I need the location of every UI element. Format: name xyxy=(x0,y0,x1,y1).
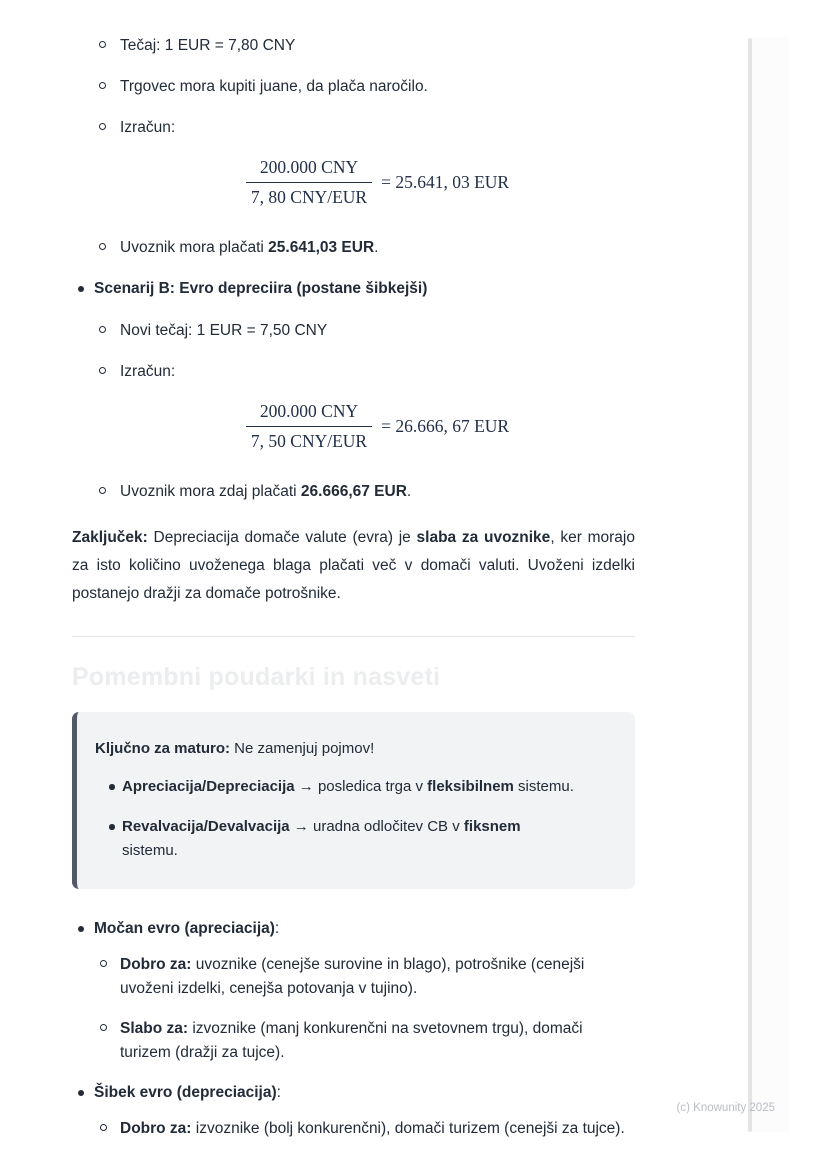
tip-title xyxy=(94,920,279,937)
term-text: sistemu. xyxy=(513,778,574,796)
fraction xyxy=(246,401,372,452)
scenario-b-pay-list xyxy=(72,480,635,504)
conclusion-text: Depreciacija domače valute (evra) je xyxy=(147,529,417,547)
scrollbar-thumb[interactable] xyxy=(748,38,752,1132)
list-item xyxy=(120,34,635,58)
fraction xyxy=(246,157,372,208)
copyright-footer: (c) Knowunity 2025 xyxy=(676,1102,775,1114)
scenario-a-list xyxy=(72,34,635,140)
pay-amount: 26.666,67 EUR xyxy=(300,483,407,501)
term-bold: fleksibilnem xyxy=(427,778,514,796)
term-bold: Revalvacija/Devalvacija xyxy=(122,818,290,836)
list-item-text: Izračun: xyxy=(120,363,176,381)
pay-text: Uvoznik mora plačati xyxy=(120,239,269,257)
list-item xyxy=(94,917,635,1065)
fraction-numerator: 200.000 CNY xyxy=(246,401,372,427)
pay-amount: 25.641,03 EUR xyxy=(268,239,375,257)
tips-list xyxy=(72,917,635,1141)
callout-list xyxy=(95,775,623,862)
conclusion-paragraph xyxy=(72,524,635,608)
tip-title xyxy=(94,1084,281,1101)
tip-sublist xyxy=(94,1117,635,1141)
scrollbar-track[interactable] xyxy=(752,38,789,1132)
list-item xyxy=(94,277,635,301)
tip-title-bold: Močan evro (apreciacija) xyxy=(94,919,275,937)
term-bold: Apreciacija/Depreciacija xyxy=(122,778,295,796)
list-item xyxy=(120,360,635,384)
tip-title-colon: : xyxy=(274,919,280,937)
tip-text: uvoznike (cenejše surovine in blago), potrošnike (cenejši uvoženi izdelki, cenejša potovanja v tujino). xyxy=(120,955,585,997)
scenario-b-list xyxy=(72,277,635,301)
list-item xyxy=(122,775,623,798)
scenario-b-sublist xyxy=(72,319,635,384)
formula-result: = 26.666, 67 EUR xyxy=(381,416,510,437)
callout-title xyxy=(95,737,623,760)
conclusion-emphasis: slaba za uvoznike xyxy=(416,529,551,547)
scenario-a-pay-list xyxy=(72,236,635,260)
term-bold: fiksnem xyxy=(463,818,521,836)
tip-title-colon: : xyxy=(276,1083,281,1101)
list-item xyxy=(120,116,635,140)
list-item xyxy=(120,953,635,1001)
term-text: → posledica trga v xyxy=(294,778,428,796)
term-text: sistemu. xyxy=(122,841,178,859)
conclusion-label: Zaključek: xyxy=(72,529,148,547)
list-item xyxy=(122,815,623,862)
section-heading: Pomembni poudarki in nasveti xyxy=(72,662,441,691)
tip-bold: Slabo za: xyxy=(120,1019,189,1037)
fraction-denominator: 7, 50 CNY/EUR xyxy=(250,431,368,452)
list-item xyxy=(120,75,635,99)
pay-period: . xyxy=(374,239,379,257)
exam-tip-callout xyxy=(72,712,635,889)
list-item xyxy=(94,1081,635,1141)
list-item xyxy=(120,319,635,343)
list-item xyxy=(120,236,635,260)
formula-scenario-a xyxy=(120,157,635,208)
list-item-text: Trgovec mora kupiti juane, da plača naročilo. xyxy=(120,78,428,96)
tip-bold: Dobro za: xyxy=(120,955,192,973)
fraction-numerator: 200.000 CNY xyxy=(246,157,372,183)
pay-period: . xyxy=(406,483,412,501)
pay-text: Uvoznik mora zdaj plačati xyxy=(120,483,301,501)
list-item-text: Izračun: xyxy=(120,119,176,137)
list-item xyxy=(120,1117,635,1141)
tip-bold: Dobro za: xyxy=(120,1119,192,1137)
document-page xyxy=(72,34,635,1157)
tip-sublist xyxy=(94,953,635,1065)
list-item-text: Tečaj: 1 EUR = 7,80 CNY xyxy=(120,37,296,54)
tip-title-bold: Šibek evro (depreciacija) xyxy=(94,1083,277,1101)
scenario-b-title: Scenarij B: Evro depreciira (postane šibkejši) xyxy=(94,280,428,298)
callout-title-rest: Ne zamenjuj pojmov! xyxy=(230,739,375,757)
callout-title-bold: Ključno za maturo: xyxy=(95,739,231,757)
tip-text: izvoznike (manj konkurenčni na svetovnem trgu), domači turizem (dražji za tujce). xyxy=(120,1019,583,1061)
formula-result: = 25.641, 03 EUR xyxy=(381,172,510,193)
list-item xyxy=(120,1017,635,1065)
section-divider xyxy=(72,636,635,637)
list-item xyxy=(120,480,635,504)
term-text: → uradna odločitev CB v xyxy=(289,818,464,836)
fraction-denominator: 7, 80 CNY/EUR xyxy=(250,187,368,208)
formula-scenario-b xyxy=(120,401,635,452)
conclusion-text: , ker morajo za isto količino uvoženega blaga plačati več v domači valuti. Uvoženi izdelki postanejo dražji za domače potrošnike. xyxy=(72,529,635,602)
list-item-text: Novi tečaj: 1 EUR = 7,50 CNY xyxy=(120,322,328,340)
tip-text: izvoznike (bolj konkurenčni), domači turizem (cenejši za tujce). xyxy=(191,1119,625,1137)
